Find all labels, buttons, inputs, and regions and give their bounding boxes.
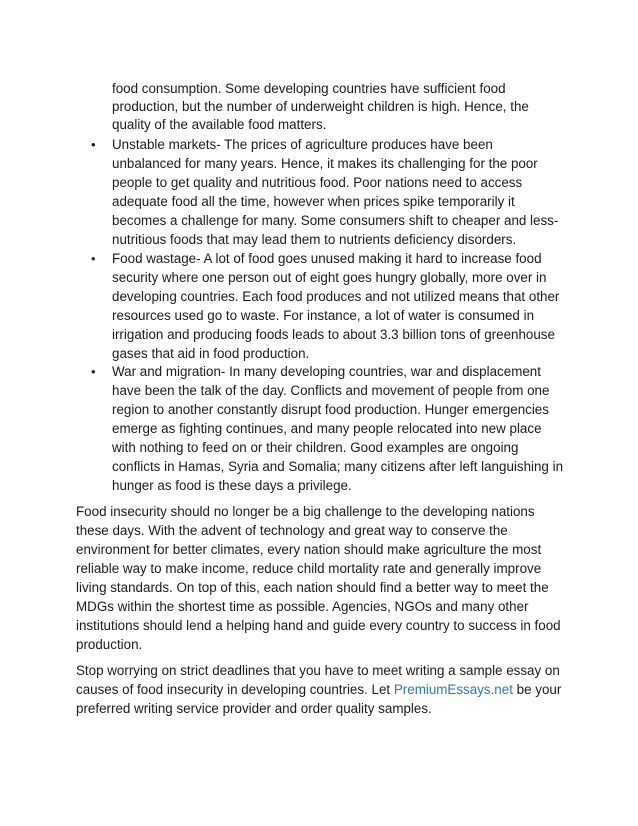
bullet-text-line: conflicts in Hamas, Syria and Somalia; many citizens after left languishing in (112, 459, 564, 474)
bullet-text-line: with nothing to feed on or their children. Good examples are ongoing (112, 440, 519, 455)
paragraph-line: institutions should lend a helping hand and guide every country to success in food (76, 618, 561, 633)
paragraph-text: be your (512, 682, 562, 697)
bullet-text-line: gases that aid in food production. (112, 346, 310, 361)
bullet-marker: • (91, 137, 96, 152)
bullet-text-line: have been the talk of the day. Conflicts and movement of people from one (112, 383, 550, 398)
continuation-line: production, but the number of underweight children is high. Hence, the (112, 99, 529, 114)
paragraph-line: preferred writing service provider and order quality samples. (76, 701, 432, 716)
bullet-text-line: nutritious foods that may lead them to nutrients deficiency disorders. (112, 232, 517, 247)
bullet-marker: • (91, 251, 96, 266)
bullet-text-line: emerge as fighting continues, and many people relocated into new place (112, 421, 542, 436)
bullet-text-line: region to another constantly disrupt food production. Hunger emergencies (112, 402, 549, 417)
paragraph-line: environment for better climates, every nation should make agriculture the most (76, 542, 542, 557)
bullet-text-line: security where one person out of eight goes hungry globally, more over in (112, 270, 547, 285)
bullet-text-line: adequate food all the time, however when prices spike temporarily it (112, 194, 515, 209)
paragraph-line: reliable way to make income, reduce child mortality rate and generally improve (76, 561, 542, 576)
paragraph-line: living standards. On top of this, each nation should find a better way to meet the (76, 580, 549, 595)
paragraph-line: MDGs within the shortest time as possible. Agencies, NGOs and many other (76, 599, 529, 614)
bullet-text-line: Food wastage- A lot of food goes unused making it hard to increase food (112, 251, 542, 266)
bullet-text-line: irrigation and producing foods leads to about 3.3 billion tons of greenhouse (112, 327, 555, 342)
premiumessays-link[interactable]: PremiumEssays.net (393, 682, 513, 697)
paragraph-line-with-link (76, 681, 561, 699)
bullet-text-line: people to get quality and nutritious food. Poor nations need to access (112, 175, 523, 190)
bullet-text-line: hunger as food is these days a privilege. (112, 478, 352, 493)
bullet-text-line: developing countries. Each food produces and not utilized means that other (112, 289, 560, 304)
bullet-text-line: becomes a challenge for many. Some consumers shift to cheaper and less- (112, 213, 559, 228)
continuation-line: food consumption. Some developing countries have sufficient food (112, 81, 506, 96)
bullet-text-line: resources used go to waste. For instance, a lot of water is consumed in (112, 308, 535, 323)
bullet-text-line: unbalanced for many years. Hence, it makes its challenging for the poor (112, 156, 538, 171)
bullet-text-line: War and migration- In many developing countries, war and displacement (112, 364, 541, 379)
paragraph-line: production. (76, 637, 143, 652)
bullet-marker: • (91, 364, 96, 379)
paragraph-text: causes of food insecurity in developing countries. Let (76, 682, 394, 697)
continuation-line: quality of the available food matters. (112, 117, 327, 132)
paragraph-line: Stop worrying on strict deadlines that you have to meet writing a sample essay on (76, 663, 560, 678)
paragraph-line: these days. With the advent of technology and great way to conserve the (76, 523, 508, 538)
paragraph-line: Food insecurity should no longer be a big challenge to the developing nations (76, 504, 535, 519)
bullet-text-line: Unstable markets- The prices of agriculture produces have been (112, 137, 493, 152)
